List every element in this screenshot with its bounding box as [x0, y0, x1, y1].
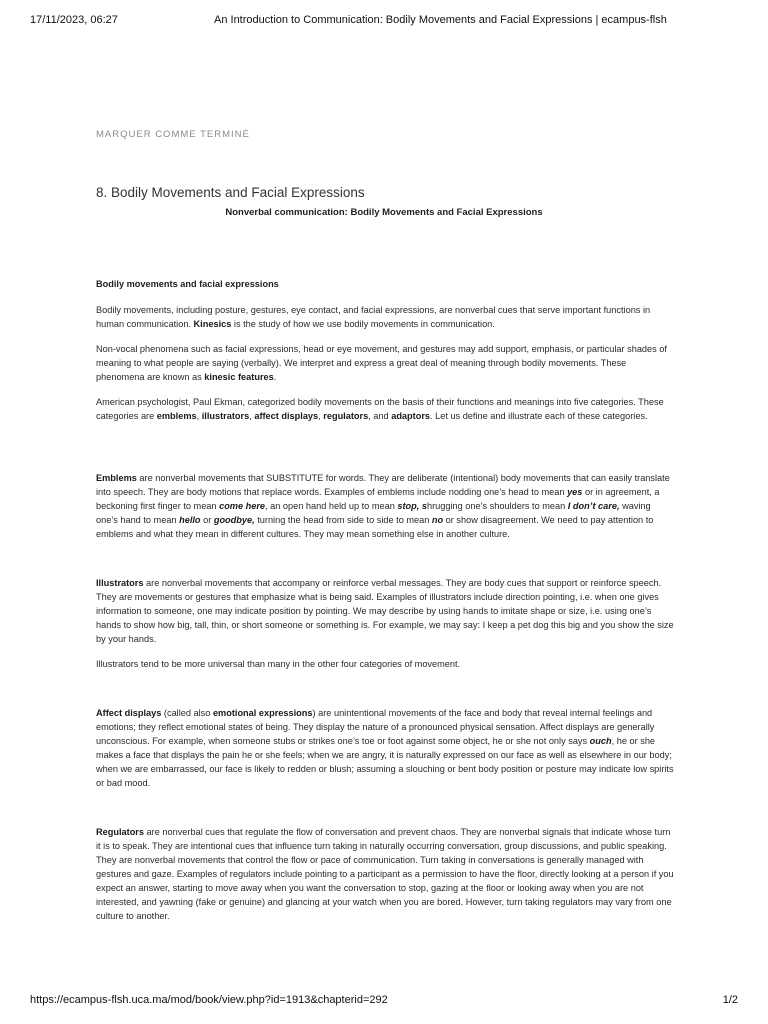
page-number: 1/2: [722, 994, 738, 1006]
print-header: [30, 14, 738, 30]
paragraph-emblems: Emblems are nonverbal movements that SUBSTITUTE for words. They are deliberate (intentional) body movements that can easily translate into speech. They are body motions that replace words. Examples of emblems include nodding one’s head to mean yes or in agreement, a beckoning first finger to mean come here, an open hand held up to mean stop, shrugging one’s shoulders to mean I don’t care, waving one’s hand to mean hello or goodbye, turning the head from side to side to mean no or show disagreement. We need to pay attention to emblems and what they mean in different cultures. They may mean something else in another culture.: [96, 473, 670, 539]
paragraph-kinesics: Bodily movements, including posture, gestures, eye contact, and facial expressions, are nonverbal cues that serve important functions in human communication. Kinesics is the study of how we use bodily movements in communication.: [96, 305, 651, 329]
paragraph-illustrators-note: Illustrators tend to be more universal than many in the other four categories of movement.: [96, 659, 461, 669]
print-doc-title: An Introduction to Communication: Bodily Movements and Facial Expressions | ecampus-flsh: [214, 14, 667, 26]
mark-as-done-button[interactable]: MARQUER COMME TERMINÉ: [96, 129, 250, 140]
page-subtitle: Nonverbal communication: Bodily Movements and Facial Expressions: [225, 207, 543, 218]
paragraph-categories: American psychologist, Paul Ekman, categorized bodily movements on the basis of their functions and meanings into five categories. These categories are emblems, illustrators, affect displays, regulators, and adaptors. Let us define and illustrate each of these categories.: [96, 397, 664, 421]
paragraph-illustrators: Illustrators are nonverbal movements that accompany or reinforce verbal messages. They are body cues that support or reinforce speech. They are movements or gestures that emphasize what is being said. Examples of illustrators include direction pointing, i.e. when one gives information to someone, one may indicate position by pointing. We may describe by using hands to imitate shape or size, i.e. using one’s hands to show how big, tall, thin, or short someone or something is. For example, we may say: I keep a pet dog this big and you show the size by your hands.: [96, 578, 674, 644]
print-footer: [30, 994, 738, 1010]
paragraph-kinesic-features: Non-vocal phenomena such as facial expressions, head or eye movement, and gestures may add support, emphasis, or particular shades of meaning to what people are saying (verbally). We interpret and express a great deal of meaning through bodily movements. These phenomena are known as kinesic features.: [96, 344, 667, 382]
section-heading: Bodily movements and facial expressions: [96, 279, 279, 289]
print-url: https://ecampus-flsh.uca.ma/mod/book/view.php?id=1913&chapterid=292: [30, 994, 388, 1006]
chapter-title: 8. Bodily Movements and Facial Expressions: [96, 185, 365, 200]
paragraph-regulators: Regulators are nonverbal cues that regulate the flow of conversation and prevent chaos. They are nonverbal signals that indicate whose turn it is to speak. They are intentional cues that influence turn taking in naturally occurring conversation, group discussions, and public speaking. They are nonverbal movements that control the flow or pace of communication. Turn taking in conversations is generally managed with gestures and gaze. Examples of regulators include pointing to a participant as a permission to have the floor, directly looking at a person if you expect an answer, starting to move away when you want the conversation to stop, gazing at the floor or looking away when you are not interested, and yawning (fake or genuine) and glancing at your watch when you are bored. However, turn taking regulators may vary from one culture to another.: [96, 827, 674, 921]
paragraph-affect-displays: Affect displays (called also emotional expressions) are unintentional movements of the face and body that reveal internal feelings and emotions; they reflect emotional states of being. They display the nature of a pronounced physical sensation. Affect displays are generally unconscious. For example, when someone stubs or strikes one’s toe or foot against some object, he or she not only says ouch, he or she makes a face that displays the pain he or she feels; when we are angry, it is naturally expressed on our face as well as elsewhere in our body; when we are embarrassed, our face is likely to redden or blush; assuming a slouching or bent body position or posture may indicate low spirits or bad mood.: [96, 708, 674, 788]
print-datetime: 17/11/2023, 06:27: [30, 14, 118, 26]
